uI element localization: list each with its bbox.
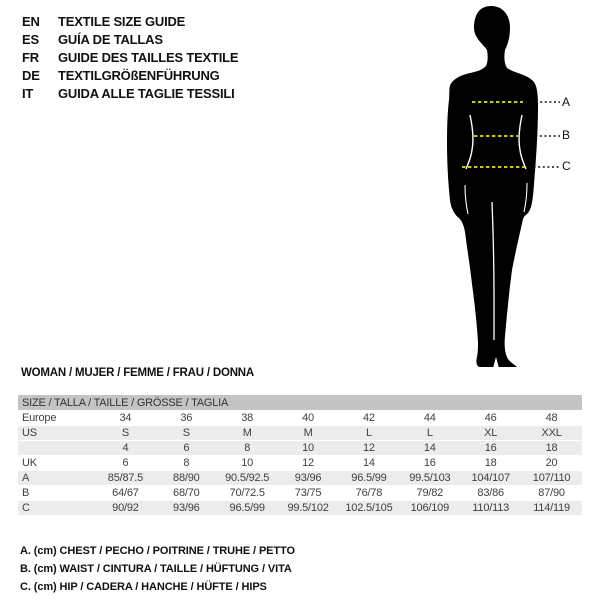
- size-value-cell: 83/86: [477, 487, 504, 499]
- size-value-cell: 87/90: [538, 487, 565, 499]
- language-code: FR: [22, 50, 39, 65]
- language-code: ES: [22, 32, 39, 47]
- language-code: IT: [22, 86, 34, 101]
- language-list: [22, 13, 238, 103]
- size-value-cell: 46: [484, 412, 497, 424]
- size-value-cell: 12: [363, 442, 375, 454]
- row-label: C: [22, 502, 30, 514]
- table-row: [18, 426, 582, 441]
- measure-label-b: B: [562, 128, 571, 142]
- size-value-cell: 73/75: [294, 487, 322, 499]
- language-row: [22, 49, 238, 67]
- size-value-cell: 6: [183, 442, 190, 454]
- size-value-cell: 76/78: [355, 487, 383, 499]
- size-value-cell: 36: [180, 412, 193, 424]
- row-label: US: [22, 427, 37, 439]
- size-value-cell: 90.5/92.5: [225, 472, 270, 484]
- language-title: TEXTILE SIZE GUIDE: [58, 14, 186, 29]
- size-value-cell: 18: [484, 457, 497, 469]
- size-value-cell: 4: [122, 442, 129, 454]
- size-value-cell: 38: [241, 412, 254, 424]
- measure-label-c: C: [562, 159, 571, 173]
- table-row: [18, 441, 582, 456]
- size-value-cell: 79/82: [416, 487, 444, 499]
- table-row: [18, 486, 582, 501]
- size-value-cell: 110/113: [472, 502, 510, 514]
- size-value-cell: 6: [122, 457, 129, 469]
- size-value-cell: L: [365, 427, 372, 439]
- legend-line: C. (cm) HIP / CADERA / HANCHE / HÜFTE / HIPS: [20, 581, 267, 593]
- size-value-cell: M: [242, 427, 252, 439]
- section-title-woman: WOMAN / MUJER / FEMME / FRAU / DONNA: [21, 367, 255, 379]
- row-label: A: [22, 472, 30, 484]
- size-value-cell: M: [303, 427, 313, 439]
- size-value-cell: 102.5/105: [345, 502, 393, 514]
- size-value-cell: 18: [545, 442, 558, 454]
- size-value-cell: 8: [244, 442, 251, 454]
- table-header-bar: SIZE / TALLA / TAILLE / GRÖSSE / TAGLIA: [18, 395, 582, 411]
- size-value-cell: 104/107: [471, 472, 510, 484]
- language-title: GUÍA DE TALLAS: [58, 32, 163, 47]
- size-value-cell: XXL: [541, 427, 562, 439]
- size-value-cell: 99.5/103: [409, 472, 451, 484]
- row-label: B: [22, 487, 30, 499]
- size-value-cell: XL: [484, 427, 498, 439]
- legend-line: B. (cm) WAIST / CINTURA / TAILLE / HÜFTUNG / VITA: [20, 563, 292, 575]
- size-value-cell: L: [426, 427, 433, 439]
- silhouette-body: [447, 6, 538, 367]
- size-table-body: [18, 411, 582, 516]
- measurement-legend: [20, 542, 295, 596]
- table-header-row: [18, 395, 582, 411]
- size-value-cell: 44: [423, 412, 436, 424]
- size-value-cell: 10: [302, 442, 314, 454]
- row-label: [18, 441, 95, 456]
- size-value-cell: 8: [183, 457, 190, 469]
- size-value-cell: 48: [545, 412, 558, 424]
- table-row: [18, 411, 582, 426]
- size-value-cell: 106/109: [410, 502, 449, 514]
- size-value-cell: 88/90: [173, 472, 200, 484]
- language-row: [22, 13, 238, 31]
- size-value-cell: S: [182, 427, 190, 439]
- size-table: [18, 395, 582, 516]
- size-value-cell: 70/72.5: [229, 487, 265, 499]
- size-value-cell: 90/92: [112, 502, 139, 514]
- woman-silhouette: [420, 2, 580, 368]
- language-row: [22, 85, 238, 103]
- language-code: EN: [22, 14, 40, 29]
- language-title: TEXTILGRÖßENFÜHRUNG: [58, 68, 220, 83]
- size-value-cell: 20: [545, 457, 558, 469]
- legend-line: A. (cm) CHEST / PECHO / POITRINE / TRUHE / PETTO: [20, 545, 295, 557]
- size-value-cell: S: [121, 427, 129, 439]
- size-value-cell: 96.5/99: [229, 502, 265, 514]
- language-title: GUIDA ALLE TAGLIE TESSILI: [58, 86, 235, 101]
- language-row: [22, 67, 238, 85]
- size-value-cell: 93/96: [173, 502, 200, 514]
- table-row: [18, 501, 582, 516]
- language-title: GUIDE DES TAILLES TEXTILE: [58, 50, 239, 65]
- size-value-cell: 10: [241, 457, 254, 469]
- size-value-cell: 14: [423, 442, 436, 454]
- size-value-cell: 16: [423, 457, 436, 469]
- size-value-cell: 99.5/102: [287, 502, 329, 514]
- size-value-cell: 93/96: [294, 472, 322, 484]
- size-value-cell: 14: [363, 457, 375, 469]
- measure-label-a: A: [562, 95, 571, 109]
- row-label: UK: [22, 457, 37, 469]
- size-value-cell: 12: [302, 457, 314, 469]
- size-value-cell: 42: [363, 412, 375, 424]
- size-value-cell: 16: [484, 442, 497, 454]
- size-value-cell: 68/70: [173, 487, 200, 499]
- size-value-cell: 40: [302, 412, 314, 424]
- table-row: [18, 471, 582, 486]
- size-value-cell: 34: [119, 412, 132, 424]
- language-code: DE: [22, 68, 40, 83]
- table-row: [18, 456, 582, 471]
- size-value-cell: 96.5/99: [351, 472, 387, 484]
- size-value-cell: 85/87.5: [107, 472, 144, 484]
- size-value-cell: 114/119: [533, 502, 570, 514]
- row-label: Europe: [22, 412, 57, 424]
- size-value-cell: 64/67: [112, 487, 139, 499]
- language-row: [22, 31, 238, 49]
- size-value-cell: 107/110: [532, 472, 571, 484]
